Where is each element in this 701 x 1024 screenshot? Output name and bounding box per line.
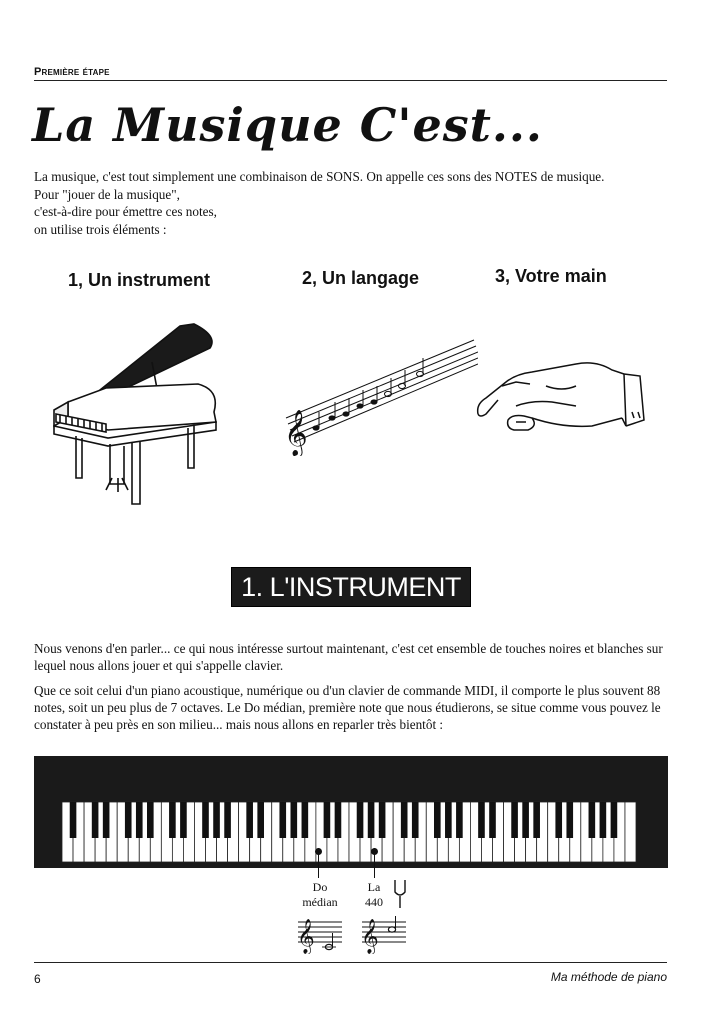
intro-line: on utilise trois éléments : bbox=[34, 221, 167, 237]
header-rule bbox=[34, 80, 667, 81]
black-key bbox=[555, 802, 562, 838]
black-key bbox=[302, 802, 309, 838]
black-key bbox=[611, 802, 618, 838]
black-key bbox=[489, 802, 496, 838]
grand-piano-icon bbox=[48, 318, 223, 508]
black-key bbox=[290, 802, 297, 838]
intro-line: c'est-à-dire pour émettre ces notes, bbox=[34, 204, 217, 219]
tuning-fork-icon bbox=[393, 878, 407, 908]
svg-text:𝄞: 𝄞 bbox=[361, 919, 379, 954]
page-title: La Musique C'est... bbox=[32, 98, 543, 152]
black-key bbox=[335, 802, 342, 838]
paragraph: Nous venons d'en parler... ce qui nous intéresse surtout maintenant, c'est cet ensemble de touches noires et blanches sur lequel nous allons jouer et qui s'appelle clavier. bbox=[34, 641, 663, 673]
black-key bbox=[589, 802, 596, 838]
black-key bbox=[169, 802, 176, 838]
note-label-do bbox=[296, 880, 344, 910]
section-label: Première étape bbox=[34, 66, 110, 78]
black-key bbox=[566, 802, 573, 838]
black-key bbox=[92, 802, 99, 838]
hand-icon bbox=[472, 356, 668, 440]
note-detail: médian bbox=[302, 895, 338, 909]
black-key bbox=[147, 802, 154, 838]
black-key bbox=[136, 802, 143, 838]
page-number: 6 bbox=[34, 972, 41, 986]
white-key bbox=[625, 802, 636, 862]
black-key bbox=[600, 802, 607, 838]
black-key bbox=[368, 802, 375, 838]
black-key bbox=[533, 802, 540, 838]
black-key bbox=[70, 802, 77, 838]
black-key bbox=[180, 802, 187, 838]
music-staff-icon bbox=[282, 336, 478, 456]
do-pointer-dot bbox=[315, 848, 322, 855]
black-key bbox=[213, 802, 220, 838]
black-key bbox=[246, 802, 253, 838]
note-name: La bbox=[367, 880, 381, 894]
footer-rule bbox=[34, 962, 667, 963]
black-key bbox=[103, 802, 110, 838]
svg-text:𝄞: 𝄞 bbox=[284, 410, 308, 456]
black-key bbox=[324, 802, 331, 838]
black-key bbox=[456, 802, 463, 838]
do-staff-icon bbox=[296, 914, 344, 954]
black-key bbox=[434, 802, 441, 838]
intro-text bbox=[34, 168, 674, 238]
black-key bbox=[279, 802, 286, 838]
book-title: Ma méthode de piano bbox=[550, 970, 667, 984]
note-label-la bbox=[356, 880, 392, 910]
intro-line: Pour "jouer de la musique", bbox=[34, 186, 180, 202]
black-key bbox=[357, 802, 364, 838]
intro-line: La musique, c'est tout simplement une combinaison de SONS. On appelle ces sons des NOTES de musique. bbox=[34, 169, 605, 184]
piano-keyboard-icon bbox=[34, 756, 668, 868]
black-key bbox=[522, 802, 529, 838]
black-key bbox=[125, 802, 132, 838]
black-key bbox=[202, 802, 209, 838]
black-key bbox=[257, 802, 264, 838]
black-key bbox=[401, 802, 408, 838]
black-key bbox=[478, 802, 485, 838]
black-key bbox=[379, 802, 386, 838]
svg-text:𝄞: 𝄞 bbox=[297, 919, 315, 954]
paragraph: Que ce soit celui d'un piano acoustique, numérique ou d'un clavier de commande MIDI, il comporte le plus souvent 88 notes, soit un peu plus de 7 octaves. Le Do médian, première note que nous étudierons, se situe comme vous pouvez le constater à peu près en son milieu... mais nous allons en reparler très bientôt : bbox=[34, 683, 661, 732]
black-key bbox=[224, 802, 231, 838]
element-title-langage: 2, Un langage bbox=[302, 268, 420, 288]
black-key bbox=[511, 802, 518, 838]
black-key bbox=[412, 802, 419, 838]
element-title-main: 3, Votre main bbox=[495, 266, 607, 286]
section-banner: 1. L'INSTRUMENT bbox=[231, 567, 471, 607]
la-staff-icon bbox=[360, 914, 408, 954]
note-detail: 440 bbox=[365, 895, 383, 909]
note-name: Do bbox=[312, 880, 328, 894]
element-title-instrument: 1, Un instrument bbox=[68, 270, 211, 290]
la-pointer-dot bbox=[371, 848, 378, 855]
black-key bbox=[445, 802, 452, 838]
